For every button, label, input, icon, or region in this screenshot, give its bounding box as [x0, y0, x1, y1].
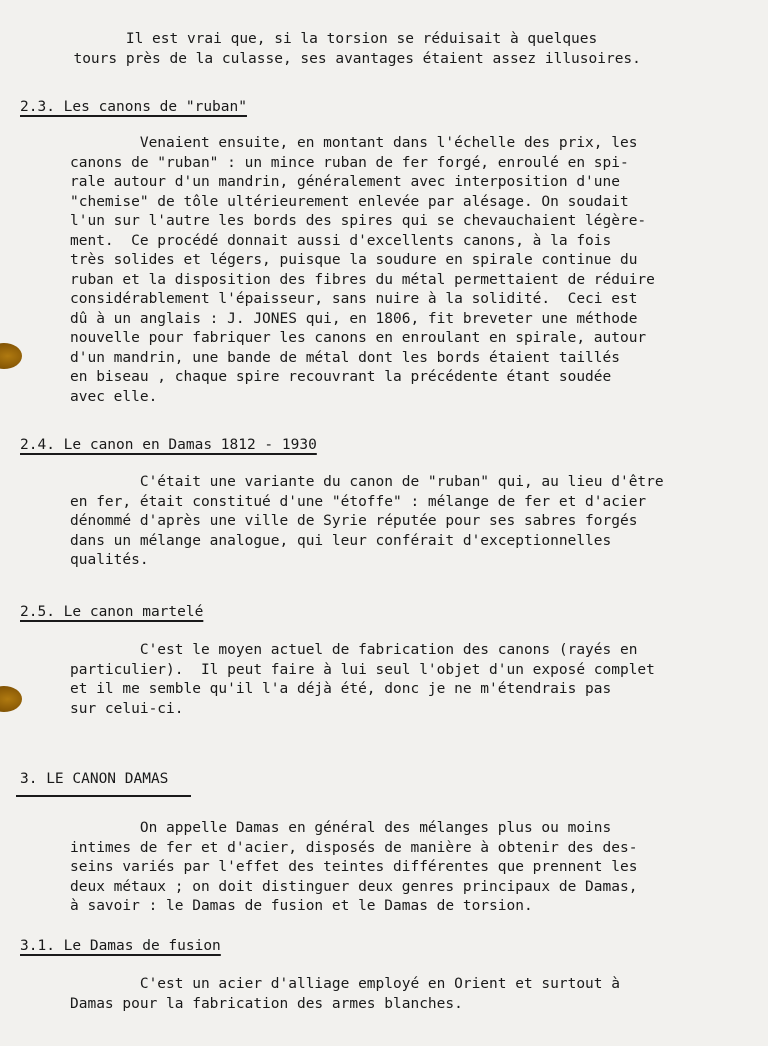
paragraph-3: On appelle Damas en général des mélanges plus ou moins intimes de fer et d'acier, disposés de manière à obtenir des des- seins variés par l'effet des teintes différentes que prennent les deux métaux ; on doit distinguer deux genres principaux de Damas, à savoir : le Damas de fusion et le Damas de torsion.	[70, 820, 638, 914]
punch-hole	[0, 343, 22, 369]
paragraph-2-3: Venaient ensuite, en montant dans l'échelle des prix, les canons de "ruban" : un mince ruban de fer forgé, enroulé en spi- rale autour d'un mandrin, généralement avec interposition d'une "chemise" de tôle ultérieurement enlevée par alésage. On soudait l'un sur l'autre les bords des spires qui se chevauchaient légère- ment. Ce procédé donnait aussi d'excellents canons, à la fois très solides et légers, puisque la soudure en spirale continue du ruban et la disposition des fibres du métal permettaient de réduire considérablement l'épaisseur, sans nuire à la solidité. Ceci est dû à un anglais : J. JONES qui, en 1806, fit breveter une méthode nouvelle pour fabriquer les canons en enroulant en spirale, autour d'un mandrin, une bande de métal dont les bords étaient taillés en biseau , chaque spire recouvrant la précédente étant soudée avec elle.	[70, 135, 655, 405]
intro-paragraph: Il est vrai que, si la torsion se réduisait à quelques tours près de la culasse, ses avantages étaient assez illusoires.	[73, 31, 641, 67]
heading-2-5: 2.5. Le canon martelé	[20, 604, 204, 620]
heading-3: 3. LE CANON DAMAS	[20, 771, 169, 787]
heading-2-4: 2.4. Le canon en Damas 1812 - 1930	[20, 437, 317, 453]
paragraph-2-5: C'est le moyen actuel de fabrication des canons (rayés en particulier). Il peut faire à lui seul l'objet d'un exposé complet et il me semble qu'il l'a déjà été, donc je ne m'étendrais pas sur celui-ci.	[70, 642, 655, 717]
paragraph-3-1: C'est un acier d'alliage employé en Orient et surtout à Damas pour la fabrication des armes blanches.	[70, 976, 620, 1012]
paragraph-2-4: C'était une variante du canon de "ruban" qui, au lieu d'être en fer, était constitué d'une "étoffe" : mélange de fer et d'acier dénommé d'après une ville de Syrie réputée pour ses sabres forgés dans un mélange analogue, qui leur conférait d'exceptionnelles qualités.	[70, 474, 664, 568]
punch-hole	[0, 686, 22, 712]
heading-2-3: 2.3. Les canons de "ruban"	[20, 99, 247, 115]
heading-3-1: 3.1. Le Damas de fusion	[20, 938, 221, 954]
heading-3-underline	[16, 795, 191, 797]
